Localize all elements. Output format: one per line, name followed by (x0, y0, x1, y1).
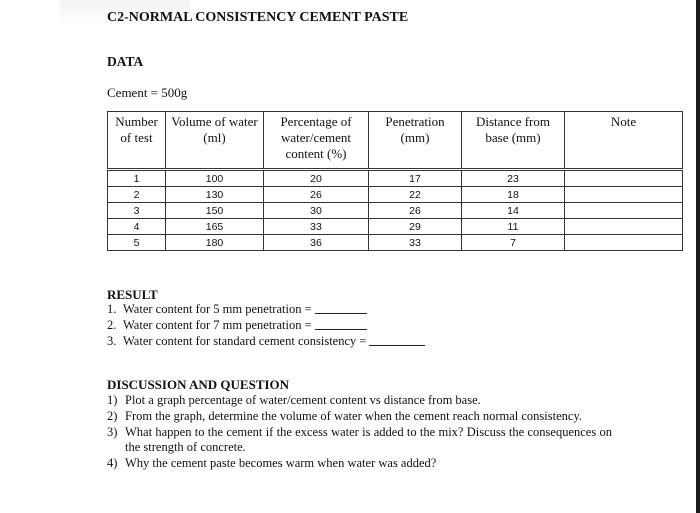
cell-water-volume: 165 (166, 219, 264, 235)
item-number: 4) (107, 456, 118, 470)
item-number: 3) (107, 425, 118, 439)
list-item (107, 393, 612, 408)
answer-blank (315, 317, 367, 330)
list-item (107, 317, 425, 333)
list-item (107, 456, 612, 471)
cell-test-number: 5 (108, 235, 166, 251)
result-list (107, 301, 425, 349)
cell-penetration: 22 (369, 187, 462, 203)
cell-water-percentage: 33 (264, 219, 369, 235)
table-row (108, 235, 683, 251)
cell-test-number: 3 (108, 203, 166, 219)
discussion-question-text: Why the cement paste becomes warm when water was added? (125, 456, 437, 470)
cell-distance: 7 (462, 235, 565, 251)
cell-note (565, 219, 683, 235)
cell-distance: 11 (462, 219, 565, 235)
header-note: Note (565, 112, 683, 170)
table-row (108, 170, 683, 187)
cell-water-percentage: 20 (264, 170, 369, 187)
header-volume-of-water: Volume of water (ml) (166, 112, 264, 170)
table-row (108, 187, 683, 203)
cell-note (565, 235, 683, 251)
cell-water-percentage: 36 (264, 235, 369, 251)
cell-test-number: 4 (108, 219, 166, 235)
document-title: C2-NORMAL CONSISTENCY CEMENT PASTE (107, 10, 409, 25)
header-distance-from-base: Distance from base (mm) (462, 112, 565, 170)
header-number-of-test: Number of test (108, 112, 166, 170)
right-edge-border (696, 0, 700, 513)
result-question-text: Water content for 5 mm penetration = (123, 302, 312, 316)
list-item (107, 301, 425, 317)
table-row (108, 219, 683, 235)
cell-distance: 23 (462, 170, 565, 187)
data-heading: DATA (107, 54, 144, 69)
cell-water-volume: 100 (166, 170, 264, 187)
table-header-row (108, 112, 683, 170)
cell-penetration: 17 (369, 170, 462, 187)
item-number: 2. (107, 318, 117, 332)
cell-water-percentage: 30 (264, 203, 369, 219)
list-item (107, 409, 612, 424)
cement-mass-line: Cement = 500g (107, 85, 188, 100)
item-number: 3. (107, 334, 117, 348)
list-item (107, 333, 425, 349)
result-heading: RESULT (107, 287, 158, 302)
table-row (108, 203, 683, 219)
cell-distance: 18 (462, 187, 565, 203)
cell-note (565, 170, 683, 187)
discussion-question-text: What happen to the cement if the excess water is added to the mix? Discuss the consequences on the strength of concrete. (125, 425, 612, 454)
data-table (107, 111, 683, 251)
discussion-question-text: From the graph, determine the volume of water when the cement reach normal consistency. (125, 409, 583, 423)
cell-water-volume: 150 (166, 203, 264, 219)
cell-penetration: 29 (369, 219, 462, 235)
result-question-text: Water content for 7 mm penetration = (123, 318, 312, 332)
cell-distance: 14 (462, 203, 565, 219)
discussion-list (107, 393, 612, 472)
cell-water-volume: 180 (166, 235, 264, 251)
discussion-heading: DISCUSSION AND QUESTION (107, 377, 290, 392)
item-number: 2) (107, 409, 118, 423)
cell-note (565, 187, 683, 203)
header-penetration: Penetration (mm) (369, 112, 462, 170)
cell-water-percentage: 26 (264, 187, 369, 203)
result-question-text: Water content for standard cement consistency = (123, 334, 367, 348)
answer-blank (315, 301, 367, 314)
header-percentage-water-cement: Percentage of water/cement content (%) (264, 112, 369, 170)
cell-water-volume: 130 (166, 187, 264, 203)
cell-test-number: 1 (108, 170, 166, 187)
item-number: 1) (107, 393, 118, 407)
discussion-question-text: Plot a graph percentage of water/cement content vs distance from base. (125, 393, 481, 407)
cell-test-number: 2 (108, 187, 166, 203)
cell-penetration: 26 (369, 203, 462, 219)
item-number: 1. (107, 302, 117, 316)
answer-blank (369, 333, 425, 346)
list-item (107, 425, 612, 455)
cell-penetration: 33 (369, 235, 462, 251)
cell-note (565, 203, 683, 219)
